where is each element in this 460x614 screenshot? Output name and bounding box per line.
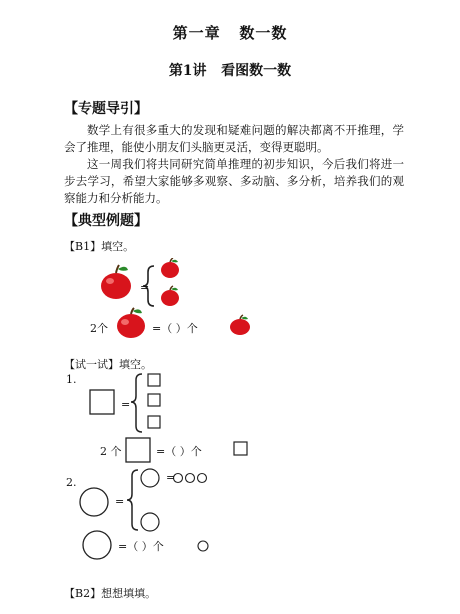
medium-circle-icon [141, 513, 159, 531]
medium-circle-icon [141, 469, 159, 487]
small-circle-icon [186, 474, 195, 483]
square-icon [124, 436, 152, 464]
small-circle-icon [196, 539, 210, 553]
intro-paragraph-2: 这一周我们将共同研究简单推理的初步知识，今后我们将进一步去学习，希望大家能够多观察、多动脑、多分析，培养我们的观察能力和分析能力。 [64, 157, 404, 205]
examples-heading: 【典型例题】 [64, 213, 148, 229]
b1-equals: = [140, 281, 150, 294]
try-q2-blank: =（ ）个 [118, 540, 164, 553]
lesson-title: 第1讲 看图数一数 [168, 63, 292, 79]
try-q2-equals: = [115, 495, 125, 508]
chapter-title: 第一章 数一数 [172, 24, 288, 42]
b1-count: 2个 [90, 322, 108, 335]
small-square-icon [148, 374, 160, 386]
b1-blank: =（ ）个 [152, 322, 198, 335]
apple-icon [101, 265, 131, 299]
b2-label: 【B2】想想填填。 [64, 587, 157, 600]
small-apple-icon [161, 286, 179, 306]
apple-icon [114, 306, 148, 340]
brace-icon [131, 374, 142, 432]
try-q1-equals: = [121, 398, 131, 411]
small-apple-icon [161, 258, 179, 278]
circle-icon [80, 488, 108, 516]
small-square-icon [148, 394, 160, 406]
b1-label: 【B1】填空。 [64, 240, 135, 253]
try-q1-count: 2 个 [100, 445, 122, 458]
q2-circle-figure [78, 466, 218, 536]
try-q1-blank: =（ ）个 [156, 445, 202, 458]
small-square-icon [148, 416, 160, 428]
try-q2-number: 2. [66, 476, 77, 489]
small-circle-icon [198, 474, 207, 483]
try-q2-equals-top: = [166, 471, 176, 484]
try-q1-number: 1. [66, 373, 77, 386]
small-square-icon [232, 440, 250, 458]
try-label: 【试一试】填空。 [64, 358, 152, 371]
intro-paragraph-1: 数学上有很多重大的发现和疑难问题的解决都离不开推理，学会了推理，能使小朋友们头脑更灵活，变得更聪明。 [64, 123, 404, 154]
small-apple-icon [228, 314, 252, 336]
brace-icon [127, 470, 138, 530]
intro-heading: 【专题导引】 [64, 101, 148, 117]
circle-icon [80, 528, 114, 562]
square-icon [90, 390, 114, 414]
